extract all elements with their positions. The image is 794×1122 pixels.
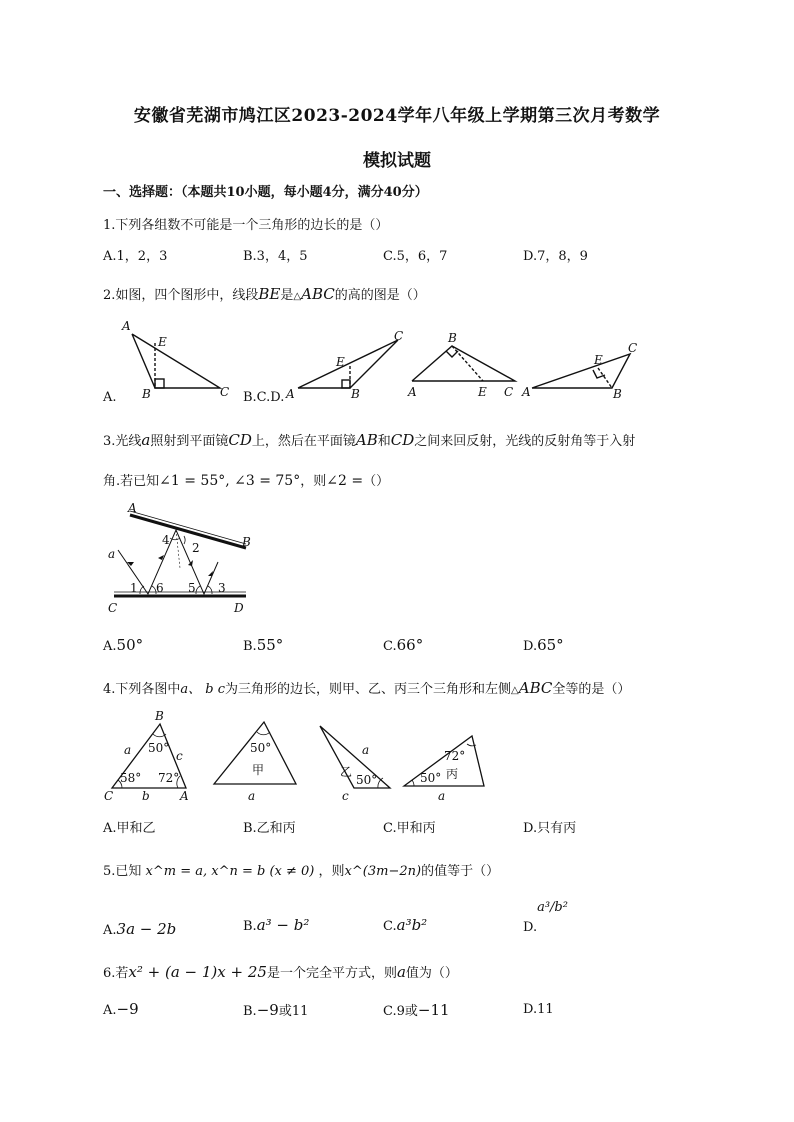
q2-fig2-label-a: A [286,387,295,401]
q6-option-d-label: D. [523,1002,538,1017]
q3-option-d [523,636,564,654]
q3-fig-angle-4: 4 [162,533,170,547]
q2-fig1-label-e: E [158,335,167,349]
q4-label-c-upper: C [104,789,114,803]
q2-fig3-label-b: B [448,331,457,345]
q4-triangle: ABC [518,679,553,697]
q2-fig2-right-angle [342,380,350,388]
q2-stem-pre: 2.如图，四个图形中，线段 [103,288,259,303]
q5-option-b-label: B. [243,919,257,934]
q4-bing-label: 丙 [446,767,459,781]
q2-fig4-altitude [598,368,612,388]
q2-fig3-label-c: C [504,385,514,399]
q3-fig-label-b: B [242,535,251,549]
q2-fig1-label-c: C [220,385,230,399]
page-title: 安徽省芜湖市鸠江区2023-2024学年八年级上学期第三次月考数学 [133,106,661,126]
q3-fig-label-a-upper: A [128,501,137,515]
q3-text: ，则 [300,474,327,489]
q4-option-b: B.乙和丙 [243,821,296,836]
q4-jia-angle-50: 50° [250,741,272,755]
q3-option-b [243,636,283,654]
triangle-symbol-icon: △ [511,685,519,696]
q2-fig4-label-c: C [628,341,638,355]
q2-stem-mid: 是 [280,288,294,303]
q6-var: a [396,963,406,981]
q3-fig-angle-1: 1 [130,581,138,595]
q4-label-a-upper: A [180,789,189,803]
q4-jia-label: 甲 [252,763,265,777]
q3-mirror-cd: CD [228,431,252,449]
q3-var-a: a [141,431,151,449]
q6-option-a-label: A. [103,1003,117,1018]
q5-option-a-value: 3a − 2b [116,920,177,938]
q6-option-c-prefix: 9或 [396,1004,418,1019]
q3-option-c [383,636,423,654]
q5-option-d-value: a³/b² [537,900,568,915]
q1-option-d: D.7，8，9 [523,249,588,264]
q3-stem-line2 [103,470,389,489]
q3-text: 上，然后在平面镜 [251,434,356,449]
q4-label-b: b [142,789,150,803]
q5-option-a-label: A. [103,923,117,938]
q4-option-d: D.只有丙 [523,821,577,836]
q2-fig1-label-a: A [122,319,131,333]
q4-angle-58: 58° [120,771,142,785]
q2-fig3-label-e: E [478,385,487,399]
q6-option-c-value: −11 [417,1001,450,1019]
q1-option-a: A.1，2，3 [103,249,168,264]
q3-fig-label-c: C [108,601,118,615]
q5-option-d-label: D. [523,920,538,935]
q4-vars: a、 b c [180,682,226,697]
ray-arrow-icon [188,560,193,566]
q3-fig-label-d: D [234,601,244,615]
q5-option-c-value: a³b² [396,916,428,934]
q3-fig-angle-3: 3 [218,581,226,595]
q3-option-c-value: 66° [396,636,424,654]
q5-condition: x^m = a, x^n = b (x ≠ 0) [145,864,315,879]
q4-text: 全等的是（） [552,682,631,697]
q4-yi-angle-50: 50° [356,773,378,787]
q4-bing-angle-72: 72° [444,749,466,763]
q6-option-b-label: B. [243,1004,257,1019]
q4-angle-72: 72° [158,771,180,785]
mirror-ab [130,515,246,548]
q4-option-a: A.甲和乙 [103,821,156,836]
q4-yi-label: 乙 [340,765,353,779]
q2-fig4-label-a: A [522,385,531,399]
q1-stem: 1.下列各组数不可能是一个三角形的边长的是（） [103,218,389,233]
q4-stem [103,678,630,697]
q3-option-a-value: 50° [116,636,144,654]
q6-option-b [243,1000,308,1019]
q5-option-d [523,900,568,935]
q3-mirror-ab: AB [355,431,378,449]
q3-fig-angle-5: 5 [188,581,196,595]
q4-option-c: C.甲和丙 [383,821,436,836]
q3-text: 3.光线 [103,434,142,449]
q2-fig4-triangle [532,354,630,388]
q4-bing-side-a: a [438,789,446,803]
q3-option-d-label: D. [523,639,538,654]
section-heading: 一、选择题：（本题共10小题，每小题4分，满分40分） [103,185,428,200]
q4-text: 4.下列各图中 [103,682,181,697]
q5-option-b [243,916,309,934]
q3-figure [100,500,260,620]
q6-text: 是一个完全平方式，则 [266,966,397,981]
q2-fig3-altitude [452,346,483,381]
q4-label-b-upper: B [155,709,164,723]
q6-expression: x² + (a − 1)x + 25 [128,963,267,981]
q3-given-angles: ∠1 = 55°, ∠3 = 75° [159,473,301,489]
q3-text: 角.若已知 [103,474,160,489]
q2-triangle: ABC [301,285,335,303]
q5-text: 5.已知 [103,864,142,879]
q4-figures [100,708,500,808]
q3-option-d-value: 65° [537,636,564,654]
q6-option-a-value: −9 [116,1000,139,1018]
q5-text: 的值等于（） [421,864,500,879]
q2-fig2-triangle [298,340,398,388]
q3-option-b-value: 55° [256,636,284,654]
q3-stem-line1 [103,430,635,449]
q6-option-b-value: −9 [256,1001,279,1019]
q4-yi-side-c: c [342,789,349,803]
q5-option-a [103,920,176,938]
q2-fig2-label-e: E [336,355,345,369]
q3-ask: ∠2 = [326,473,364,489]
q2-fig1-right-angle [155,379,164,388]
q6-text: 值为（） [405,966,458,981]
q2-fig4-label-b: B [613,387,622,401]
q2-fig3-triangle [412,346,515,381]
q4-angle-50: 50° [148,741,170,755]
q3-mirror-cd-2: CD [390,431,415,449]
q4-yi-side-a: a [362,743,370,757]
q2-fig1-label-b: B [142,387,151,401]
triangle-symbol-icon: △ [293,291,302,302]
q6-option-c-label: C. [383,1004,397,1019]
q6-option-d [523,1002,554,1017]
q3-fig-angle-6: 6 [156,581,164,595]
q5-text: ，则 [318,864,345,879]
q3-option-b-label: B. [243,639,257,654]
q4-label-c: c [176,749,183,763]
q3-fig-angle-2: 2 [192,541,200,555]
q4-jia-side-a: a [248,789,256,803]
q2-fig1-triangle [132,334,220,388]
q1-option-c: C.5，6，7 [383,249,448,264]
q5-option-c-label: C. [383,919,397,934]
q3-text: 和 [377,434,391,449]
q2-segment: BE [258,285,281,303]
q3-text: 之间来回反射，光线的反射角等于入射 [414,434,636,449]
q6-text: 6.若 [103,966,129,981]
q4-label-a: a [124,743,132,757]
q6-option-c [383,1000,450,1019]
q2-stem [103,284,426,303]
q2-fig4-label-e: E [594,353,603,367]
q2-option-a: A. [103,390,117,405]
q5-stem [103,860,499,879]
q2-option-bcd: B.C.D. [243,390,285,405]
q6-option-a [103,1000,139,1018]
page-subtitle: 模拟试题 [363,151,431,171]
q5-option-b-value: a³ − b² [256,916,310,934]
q3-text: （） [363,474,390,489]
q3-option-c-label: C. [383,639,397,654]
q2-stem-post: 的高的图是（） [334,288,426,303]
q6-option-b-suffix: 或11 [278,1004,309,1019]
q3-fig-label-ray-a: a [108,547,116,561]
q6-stem [103,962,458,981]
q2-fig3-label-a: A [408,385,417,399]
q4-text: 为三角形的边长，则甲、乙、丙三个三角形和左侧 [225,682,512,697]
q2-figures [100,318,660,406]
q3-option-a [103,636,143,654]
q4-triangle-yi [320,726,390,788]
q2-fig4-right-angle [593,370,605,378]
q5-option-c [383,916,427,934]
q1-option-b: B.3，4，5 [243,249,308,264]
q2-fig2-label-b: B [351,387,360,401]
q3-text: 照射到平面镜 [150,434,229,449]
q4-bing-angle-50: 50° [420,771,442,785]
q2-fig3-right-angle [446,351,458,357]
q6-option-d-value: 11 [537,1002,554,1017]
q3-option-a-label: A. [103,639,117,654]
q5-expression: x^(3m−2n) [344,864,422,879]
q2-fig2-label-c: C [394,329,404,343]
